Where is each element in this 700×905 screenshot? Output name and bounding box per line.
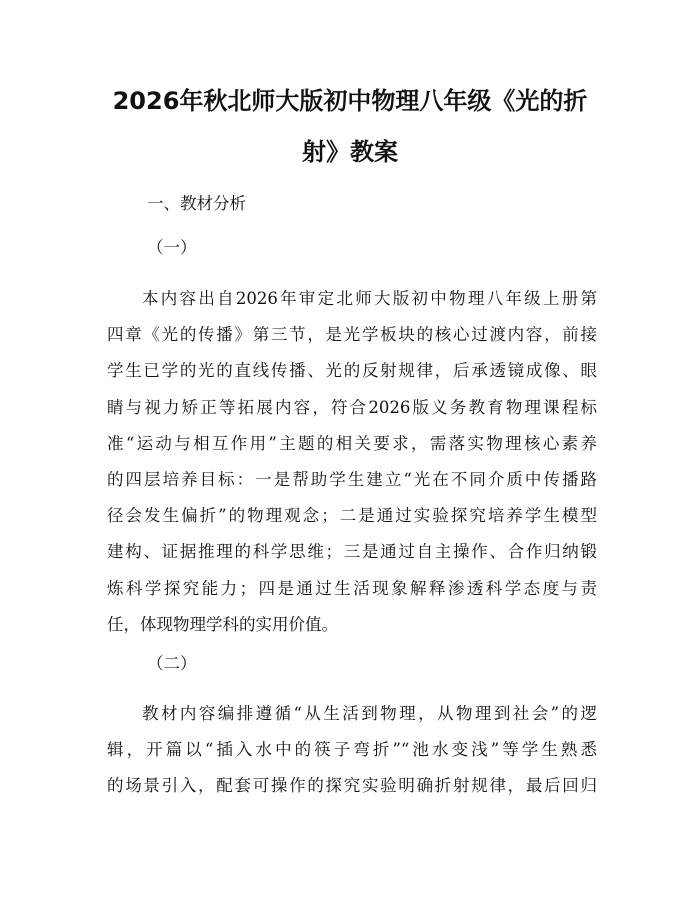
paragraph-line: 睛与视力矫正等拓展内容，符合2026版义务教育物理课程标 — [107, 397, 597, 417]
document-title-line-2: 射》教案 — [302, 138, 398, 166]
section-heading-textbook-analysis: 一、教材分析 — [147, 194, 246, 213]
paragraph-line: 辑，开篇以“插入水中的筷子弯折”“池水变浅”等学生熟悉 — [107, 740, 597, 760]
paragraph-line: 准“运动与相互作用”主题的相关要求，需落实物理核心素养 — [107, 433, 597, 453]
paragraph-line: 教材内容编排遵循“从生活到物理，从物理到社会”的逻 — [142, 704, 597, 723]
paragraph-line: 学生已学的光的直线传播、光的反射规律，后承透镜成像、眼 — [107, 361, 597, 381]
paragraph-line: 径会发生偏折”的物理观念；二是通过实验探究培养学生模型 — [107, 506, 597, 526]
subsection-heading-1: （一） — [147, 238, 197, 257]
subsection-heading-2: （二） — [147, 654, 197, 673]
paragraph-line: 本内容出自2026年审定北师大版初中物理八年级上册第 — [142, 289, 597, 308]
document-title-line-1: 2026年秋北师大版初中物理八年级《光的折 — [112, 87, 588, 115]
paragraph-line: 四章《光的传播》第三节，是光学板块的核心过渡内容，前接 — [107, 325, 597, 345]
paragraph-2 — [107, 696, 597, 805]
paragraph-line: 炼科学探究能力；四是通过生活现象解释渗透科学态度与责 — [107, 578, 597, 598]
paragraph-1 — [107, 281, 597, 643]
paragraph-line: 任，体现物理学科的实用价值。 — [107, 614, 338, 634]
paragraph-line: 的场景引入，配套可操作的探究实验明确折射规律，最后回归 — [107, 776, 597, 796]
paragraph-line: 建构、证据推理的科学思维；三是通过自主操作、合作归纳锻 — [107, 542, 597, 562]
paragraph-line: 的四层培养目标：一是帮助学生建立“光在不同介质中传播路 — [107, 469, 597, 489]
